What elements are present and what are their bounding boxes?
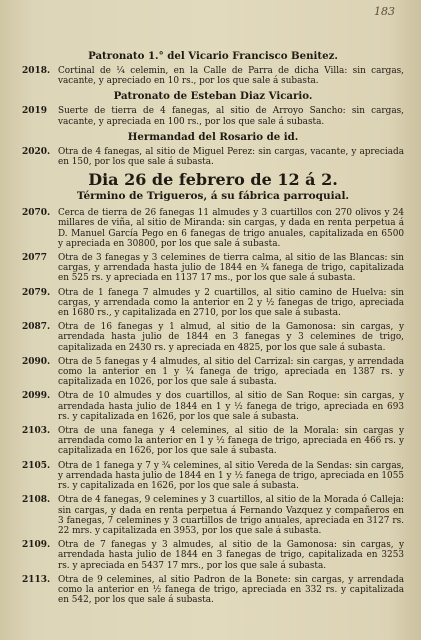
lot-number: 2087.: [22, 322, 51, 333]
lot-entry: [22, 426, 404, 457]
lot-number: 2090.: [22, 356, 51, 367]
lot-description: Otra de 5 fanegas y 4 almudes, al sitio del Carrizal: sin cargas, y arrendada como la anterior en 1 y ¼ fanega de trigo, apreciada en 1387 rs. y capitalizada en 1026, por los que sale á subasta.: [58, 356, 404, 388]
lot-number: 2103.: [22, 426, 51, 437]
lot-number: 2109.: [22, 540, 51, 551]
lot-number: 2113.: [22, 574, 51, 585]
lot-entry: [22, 495, 404, 536]
lot-number: 2077: [22, 253, 48, 264]
lot-entry: [22, 66, 404, 86]
lot-description: Otra de 3 fanegas y 3 celemines de tierra calma, al sitio de las Blancas: sin cargas, y arrendada hasta julio de 1844 en ¾ fanega de trigo, capitalizada en 525 rs. y apreciada en 1137 17 ms., por los que sale á subasta.: [58, 253, 404, 284]
lot-description: Otra de 9 celemines, al sitio Padron de la Bonete: sin cargas, y arrendada como la anterior en ½ fanega de trigo, apreciada en 332 rs. y capitalizada en 542, por los que sale á subasta.: [58, 574, 404, 606]
lot-entry: [22, 322, 404, 353]
lot-entry: [22, 208, 404, 249]
lot-description: Cerca de tierra de 26 fanegas 11 almudes y 3 cuartillos con 270 olivos y 24 millares de viña, al sitio de Miranda: sin cargas, y dada en renta perpetua á D. Manuel García Pego en 6 fanegas de trigo anuales, capitalizada en 6500 y apreciada en 30800, por los que sale á subasta.: [58, 208, 404, 249]
lot-number: 2070.: [22, 208, 51, 219]
lot-number: 2099.: [22, 391, 51, 402]
lot-number: 2079.: [22, 287, 51, 298]
lot-entry: [22, 106, 404, 126]
lot-entry: [22, 540, 404, 571]
lot-entry: [22, 253, 404, 284]
page-number: 183: [374, 5, 395, 18]
patronage-heading: Patronato de Esteban Diaz Vicario.: [113, 90, 313, 103]
document-body: [22, 46, 404, 609]
district-heading: Término de Trigueros, á su fábrica parroquial.: [76, 190, 350, 203]
lot-description: Otra de 10 almudes y dos cuartillos, al sitio de San Roque: sin cargas, y arrendada hasta julio de 1844 en 1 y ½ fanega de trigo, apreciada en 693 rs. y capitalizada en 1626, por los que sale á subasta.: [58, 391, 404, 422]
lot-number: 2108.: [22, 495, 51, 506]
lot-entry: [22, 461, 404, 492]
lot-number: 2018.: [22, 66, 51, 76]
lot-description: Otra de 4 fanegas, al sitio de Miguel Perez: sin cargas, vacante, y apreciada en 150, por los que sale á subasta.: [58, 146, 404, 168]
lot-entry: [22, 288, 404, 319]
lot-description: Otra de 4 fanegas, 9 celemines y 3 cuartillos, al sitio de la Morada ó Calleja: sin cargas, y dada en renta perpetua á Fernando Vazquez y compañeros en 3 fanegas, 7 celemines y 3 cuartillos de trigo anuales, apreciada en 3127 rs. 22 mrs. y capitalizada en 3953, por los que sale á subasta.: [58, 495, 404, 536]
patronage-heading: Patronato 1.° del Vicario Francisco Benitez.: [88, 50, 338, 62]
lot-number: 2105.: [22, 460, 51, 471]
lot-description: Otra de 1 fanega 7 almudes y 2 cuartillos, al sitio camino de Huelva: sin cargas, y arrendada como la anterior en 2 y ½ fanegas de trigo, apreciada en 1680 rs., y capitalizada en 2710, por los que sale á subasta.: [58, 287, 404, 319]
lot-description: Otra de 7 fanegas y 3 almudes, al sitio de la Gamonosa: sin cargas, y arrendada hasta julio de 1844 en 3 fanegas de trigo, capitalizada en 3253 rs. y apreciada en 5437 17 mrs., por los que sale á subasta.: [58, 540, 404, 571]
lot-description: Suerte de tierra de 4 fanegas, al sitio de Arroyo Sancho: sin cargas, vacante, y apreciada en 100 rs., por los que sale á subasta.: [58, 106, 404, 127]
lot-number: 2019: [22, 106, 48, 117]
lot-number: 2020.: [22, 146, 51, 157]
lot-description: Otra de una fanega y 4 celemines, al sitio de la Morala: sin cargas y arrendada como la anterior en 1 y ½ fanega de trigo, apreciada en 466 rs. y capitalizada en 1626, por los que sale á subasta.: [58, 426, 404, 457]
lot-entry: [22, 147, 404, 167]
lot-description: Otra de 16 fanegas y 1 almud, al sitio de la Gamonosa: sin cargas, y arrendada hasta julio de 1844 en 3 fanegas y 3 celemines de trigo, capitalizada en 2430 rs. y apreciada en 4825, por los que sale á subasta.: [58, 322, 404, 353]
lot-description: Otra de 1 fanega y 7 y ¾ celemines, al sitio Vereda de la Sendas: sin cargas, y arrendada hasta julio de 1844 en 1 y ½ fanega de trigo, apreciada en 1055 rs. y capitalizada en 1626, por los que sale á subasta.: [58, 460, 404, 492]
lot-entry: [22, 575, 404, 606]
lot-description: Cortinal de ¼ celemin, en la Calle de Parra de dicha Villa: sin cargas, vacante, y apreciado en 10 rs., por los que sale á subasta.: [58, 66, 404, 87]
patronage-heading: Hermandad del Rosario de id.: [127, 130, 299, 143]
lot-entry: [22, 391, 404, 422]
auction-date-heading: Dia 26 de febrero de 12 á 2.: [88, 170, 338, 190]
lot-entry: [22, 357, 404, 388]
